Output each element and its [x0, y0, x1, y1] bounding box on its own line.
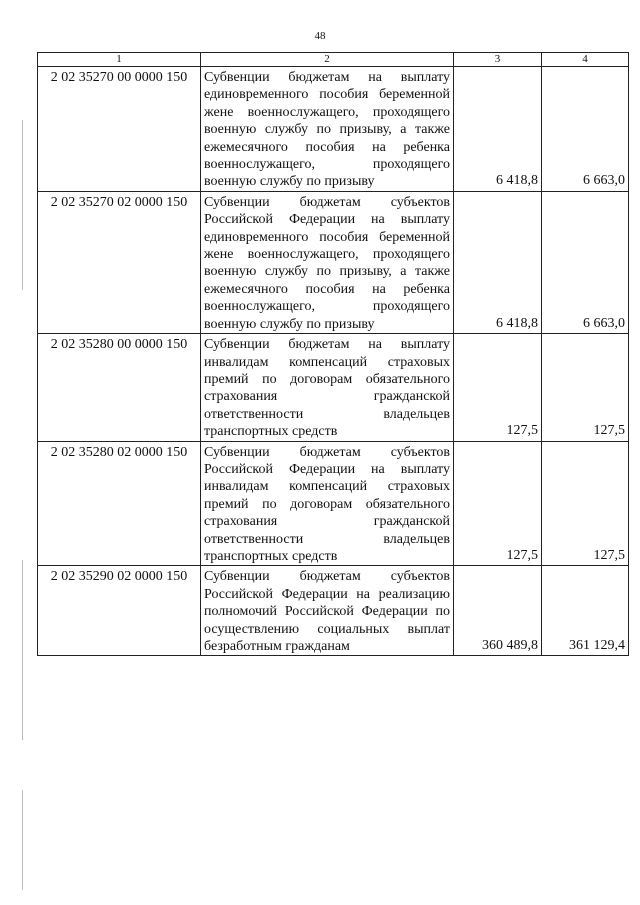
budget-revenue-table — [37, 52, 629, 656]
revenue-code: 2 02 35280 02 0000 150 — [38, 441, 201, 566]
revenue-name: Субвенции бюджетам на выплату единовременного пособия беременной жене военнослужащего, проходящего военную службу по призыву, а также ежемесячного пособия на ребенка военнослужащего, проходящего военную службу по призыву — [201, 67, 454, 192]
amount-year1: 127,5 — [454, 334, 542, 441]
amount-year2: 6 663,0 — [542, 67, 629, 192]
column-header-year1: 3 — [454, 53, 542, 67]
table-header-row — [38, 53, 629, 67]
revenue-name: Субвенции бюджетам на выплату инвалидам компенсаций страховых премий по договорам обязательного страхования гражданской ответственности владельцев транспортных средств — [201, 334, 454, 441]
table-row — [38, 441, 629, 566]
amount-year1: 360 489,8 — [454, 566, 542, 656]
scan-edge-mark — [22, 120, 23, 290]
amount-year2: 127,5 — [542, 441, 629, 566]
revenue-code: 2 02 35290 02 0000 150 — [38, 566, 201, 656]
amount-year2: 6 663,0 — [542, 191, 629, 333]
revenue-code: 2 02 35280 00 0000 150 — [38, 334, 201, 441]
amount-year1: 6 418,8 — [454, 191, 542, 333]
page-number: 48 — [314, 30, 326, 42]
revenue-code: 2 02 35270 02 0000 150 — [38, 191, 201, 333]
table-row — [38, 191, 629, 333]
revenue-name: Субвенции бюджетам субъектов Российской Федерации на выплату единовременного пособия беременной жене военнослужащего, проходящего военную службу по призыву, а также ежемесячного пособия на ребенка военнослужащего, проходящего военную службу по призыву — [201, 191, 454, 333]
revenue-code: 2 02 35270 00 0000 150 — [38, 67, 201, 192]
amount-year2: 127,5 — [542, 334, 629, 441]
revenue-name: Субвенции бюджетам субъектов Российской Федерации на выплату инвалидам компенсаций страховых премий по договорам обязательного страхования гражданской ответственности владельцев транспортных средств — [201, 441, 454, 566]
table-row — [38, 566, 629, 656]
table-row — [38, 67, 629, 192]
scan-edge-mark — [22, 790, 23, 890]
column-header-code: 1 — [38, 53, 201, 67]
amount-year2: 361 129,4 — [542, 566, 629, 656]
scan-edge-mark — [22, 560, 23, 740]
column-header-name: 2 — [201, 53, 454, 67]
table-row — [38, 334, 629, 441]
amount-year1: 6 418,8 — [454, 67, 542, 192]
amount-year1: 127,5 — [454, 441, 542, 566]
column-header-year2: 4 — [542, 53, 629, 67]
revenue-name: Субвенции бюджетам субъектов Российской Федерации на реализацию полномочий Российской Федерации по осуществлению социальных выплат безработным гражданам — [201, 566, 454, 656]
